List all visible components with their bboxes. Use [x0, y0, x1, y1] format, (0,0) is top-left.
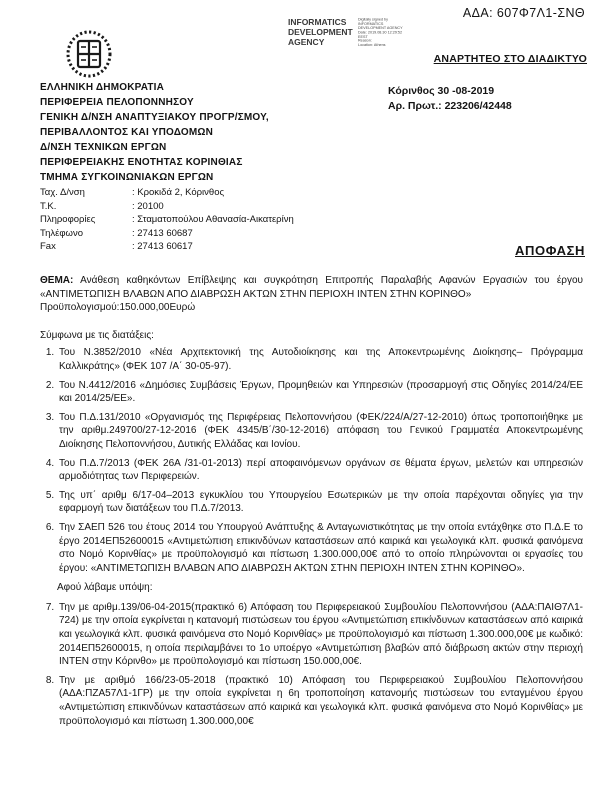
contact-row: [40, 213, 294, 227]
contact-label: Fax: [40, 241, 56, 252]
signature-details: [358, 18, 401, 48]
provision-item: 6. Την ΣΑΕΠ 526 του έτους 2014 του Υπουργού Ανάπτυξης & Ανταγωνιστικότητας με την οποία εντάχθηκε στο Π.Δ.Ε το έργο 2014ΕΠ52600015 «Αντιμετώπιση επικινδύνων καταστάσεων από καιρικά και γεωλογικά κλπ. φυσικά φαινόμενα στο Νομό Κορινθίας» με προϋπολογισμό και πίστωση 1.300.000,00€ από το οποίο πληρώνονται οι εργασίες του έργου: «ΑΝΤΙΜΕΤΩΠΙΣΗ ΒΛΑΒΩΝ ΑΠΟ ΔΙΑΒΡΩΣΗ ΑΚΤΩΝ ΣΤΗΝ ΠΕΡΙΟΧΗ ΙΝΤΕΝ ΣΤΗΝ ΚΟΡΙΝΘΟ».: [57, 521, 583, 575]
legal-basis-intro: Σύμφωνα με τις διατάξεις:: [40, 329, 154, 341]
consideration-item: 7. Την με αριθμ.139/06-04-2015(πρακτικό 6) Απόφαση του Περιφερειακού Συμβουλίου Πελοποννήσου (ΑΔΑ:ΠΑΙΘ7Λ1-724) με την οποία εγκρίνεται η κατανομή πιστώσεων του έργου «Αντιμετώπιση επικίνδυνων καταστάσεων από καιρικά και γεωλογικά κλπ. φυσικά φαινόμενα στο Νομό Κορινθίας» με προϋπολογισμό και πίστωση 1.300.000,00€ με κωδικό: 2014ΕΠ52600015, η οποία περιλαμβάνει το 1ο υποέργο «Αντιμετώπιση βλαβών από διάβρωση ακτών στην περιοχή ΙΝΤΕΝ στην Κόρινθο» με προϋπολογισμό και πίστωση 150.000,00€.: [57, 601, 583, 669]
org-line: ΠΕΡΙΒΑΛΛΟΝΤΟΣ ΚΑΙ ΥΠΟΔΟΜΩΝ: [40, 127, 214, 138]
consideration-item: 8. Την με αριθμό 166/23-05-2018 (πρακτικό 10) Απόφαση του Περιφερειακού Συμβουλίου Πελοποννήσου (ΑΔΑ:ΠΖΑ57Λ1-1ΓΡ) με την οποία εγκρίνεται η 6η τροποποίηση κατανομής πιστώσεων του ενταγμένου έργου «Αντιμετώπιση επικινδύνων καταστάσεων από καιρικά και γεωλογικά κλπ. φυσικά φαινόμενα στο Νομό Κορινθίας» με προϋπολογισμό και πίστωση 1.300.000,00€: [57, 674, 583, 728]
document-header: [0, 0, 612, 268]
org-line: ΓΕΝΙΚΗ Δ/ΝΣΗ ΑΝΑΠΤΥΞΙΑΚΟΥ ΠΡΟΓΡ/ΣΜΟΥ,: [40, 112, 269, 123]
place-date: Κόρινθος 30 -08-2019: [388, 85, 495, 97]
contact-row: [40, 200, 294, 214]
contact-label: Πληροφορίες: [40, 214, 96, 225]
org-line: ΠΕΡΙΦΕΡΕΙΑ ΠΕΛΟΠΟΝΝΗΣΟΥ: [40, 97, 194, 108]
provision-item: 3. Του Π.Δ.131/2010 «Οργανισμός της Περιφέρειας Πελοποννήσου (ΦΕΚ/224/Α/27-12-2010) όπως τροποποιήθηκε με την αριθμ.249700/27-12-2016 (ΦΕΚ 4345/Β΄/30-12-2016) απόφαση του Γενικού Γραμματέα Αποκεντρωμένης Διοίκησης Πελοποννήσου, Δυτικής Ελλάδας και Ιονίου.: [57, 411, 583, 452]
protocol-number: Αρ. Πρωτ.: 223206/42448: [388, 100, 512, 112]
decision-heading: ΑΠΟΦΑΣΗ: [515, 243, 585, 258]
contact-row: [40, 186, 294, 200]
signature-details-line: EEST: [358, 35, 368, 39]
provisions-list: [40, 346, 583, 575]
signature-details-line: INFORMATICS: [358, 22, 384, 26]
org-line: ΤΜΗΜΑ ΣΥΓΚΟΙΝΩΝΙΑΚΩΝ ΕΡΓΩΝ: [40, 172, 214, 183]
signing-agency-name: INFORMATICS DEVELOPMENT AGENCY: [288, 17, 353, 47]
considerations-list: [40, 601, 583, 728]
contact-value: : Σταματοπούλου Αθανασία-Αικατερίνη: [132, 214, 294, 225]
issuing-authority-block: [40, 80, 269, 185]
signature-details-line: Digitally signed by: [358, 18, 388, 22]
subject-budget: Προϋπολογισμού:150.000,00Ευρώ: [40, 302, 196, 314]
greek-emblem-icon: [64, 28, 114, 80]
provision-item: 4. Του Π.Δ.7/2013 (ΦΕΚ 26Α /31-01-2013) περί αποφαινόμενων οργάνων σε θέματα έργων, μελετών και υπηρεσιών αρμοδιότητας των Περιφερειών.: [57, 457, 583, 484]
signature-details-line: Reason:: [358, 39, 372, 44]
contact-row: [40, 240, 294, 254]
digital-signature-stamp: [288, 18, 428, 66]
contact-label: Τ.Κ.: [40, 200, 57, 212]
provision-item: 2. Του Ν.4412/2016 «Δημόσιες Συμβάσεις Έργων, Προμηθειών και Υπηρεσιών (προσαρμογή στις Οδηγίες 2014/24/ΕΕ και 2014/25/ΕΕ».: [57, 379, 583, 406]
contact-value: : 27413 60617: [132, 241, 193, 252]
subject-paragraph: [40, 274, 583, 315]
subject-label: ΘΕΜΑ:: [40, 275, 74, 286]
provision-item: 5. Της υπ΄ αριθμ 6/17-04–2013 εγκυκλίου του Υπουργείου Εσωτερικών με την οποία παρέχονται οδηγίες για την εφαρμογή των διατάξεων του Π.Δ.7/2013.: [57, 489, 583, 516]
considering-intro: Αφού λάβαμε υπόψη:: [57, 582, 153, 594]
provision-item: 1. Του Ν.3852/2010 «Νέα Αρχιτεκτονική της Αυτοδιοίκησης και της Αποκεντρωμένης Διοίκησης– Πρόγραμμα Καλλικράτης» (ΦΕΚ 107 /Α΄ 30-05-97).: [57, 346, 583, 373]
contact-value: : 27413 60687: [132, 227, 193, 239]
contact-value: : Κροκιδά 2, Κόρινθος: [132, 187, 225, 198]
contact-label: Ταχ. Δ/νση: [40, 187, 85, 198]
signature-details-line: Location: Athens: [358, 43, 386, 48]
org-line: ΠΕΡΙΦΕΡΕΙΑΚΗΣ ΕΝΟΤΗΤΑΣ ΚΟΡΙΝΘΙΑΣ: [40, 157, 243, 168]
org-line: ΕΛΛΗΝΙΚΗ ΔΗΜΟΚΡΑΤΙΑ: [40, 82, 165, 93]
place-date-protocol: [388, 84, 512, 114]
ada-number: ΑΔΑ: 607Φ7Λ1-ΣΝΘ: [462, 6, 585, 20]
signature-details-line: DEVELOPMENT AGENCY: [358, 26, 403, 31]
org-line: Δ/ΝΣΗ ΤΕΧΝΙΚΩΝ ΕΡΓΩΝ: [40, 142, 167, 153]
contact-row: [40, 227, 294, 241]
posting-notice: ΑΝΑΡΤΗΤΕΟ ΣΤΟ ΔΙΑΔΙΚΤΥΟ: [433, 53, 587, 65]
document-body: [40, 274, 583, 728]
signature-details-line: Date: 2019.08.30 12:29:52: [358, 30, 403, 35]
contact-value: : 20100: [132, 200, 164, 212]
contact-label: Τηλέφωνο: [40, 227, 83, 239]
contact-info-block: [40, 186, 294, 254]
subject-text: Ανάθεση καθηκόντων Επίβλεψης και συγκρότηση Επιτροπής Παραλαβής Αφανών Εργασιών του έργου «ΑΝΤΙΜΕΤΩΠΙΣΗ ΒΛΑΒΩΝ ΑΠΟ ΔΙΑΒΡΩΣΗ ΑΚΤΩΝ ΣΤΗΝ ΠΕΡΙΟΧΗ ΙΝΤΕΝ ΣΤΗΝ ΚΟΡΙΝΘΟ»: [40, 275, 583, 300]
